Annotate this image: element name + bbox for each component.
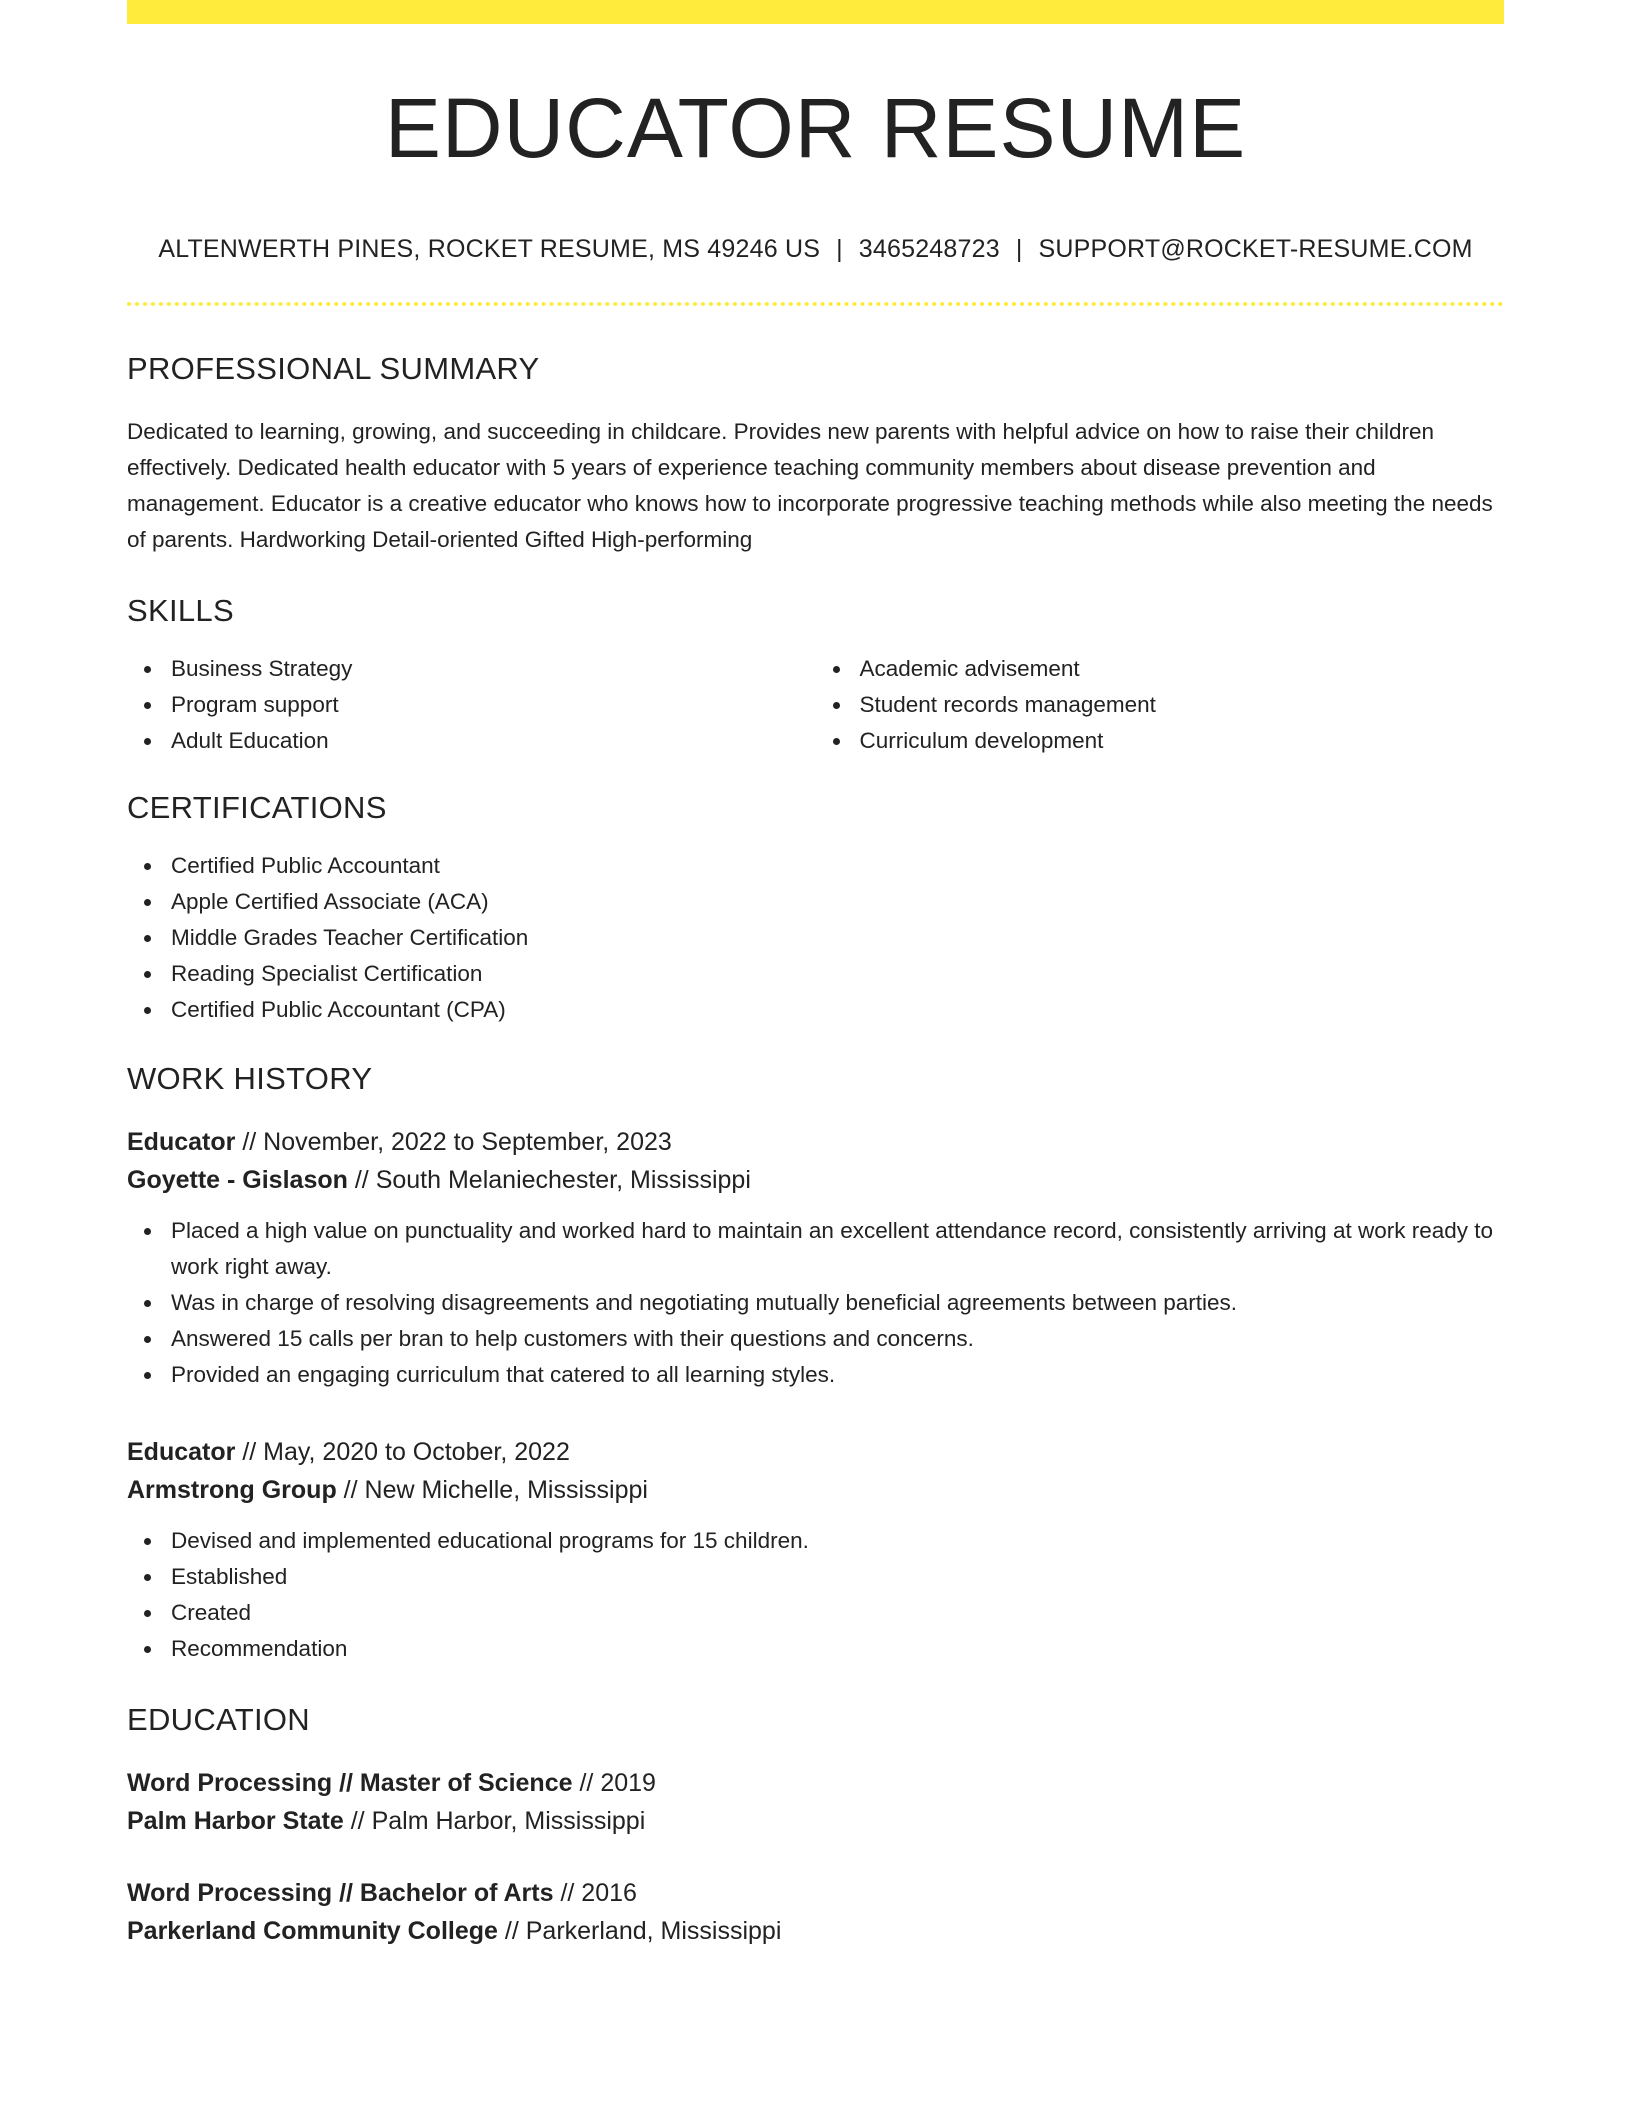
work-history-heading: WORK HISTORY — [127, 1060, 373, 1096]
contact-line — [127, 234, 1504, 264]
job-separator: // — [354, 1166, 369, 1195]
education-school: Parkerland Community College — [127, 1917, 498, 1946]
education-school-line — [127, 1912, 1504, 1950]
accent-top-bar — [127, 0, 1504, 24]
resume-page — [127, 0, 1504, 1950]
job-bullet: Created — [127, 1595, 1504, 1631]
skills-list-right — [816, 651, 1505, 759]
job-bullets — [127, 1213, 1504, 1393]
contact-address: ALTENWERTH PINES, ROCKET RESUME, MS 49246 US — [158, 235, 821, 264]
skills-list-left — [127, 651, 816, 759]
certification-item: Certified Public Accountant — [127, 848, 1504, 884]
job-entry — [127, 1433, 1504, 1667]
job-dates: November, 2022 to September, 2023 — [263, 1128, 672, 1157]
job-separator: // — [343, 1476, 358, 1505]
education-separator: // — [579, 1769, 594, 1798]
education-school: Palm Harbor State — [127, 1807, 344, 1836]
skill-item: Program support — [127, 687, 816, 723]
job-bullet: Placed a high value on punctuality and worked hard to maintain an excellent attendance record, consistently arriving at work ready to work right away. — [127, 1213, 1504, 1285]
dotted-divider — [127, 302, 1504, 306]
skill-item: Curriculum development — [816, 723, 1505, 759]
job-bullet: Answered 15 calls per bran to help customers with their questions and concerns. — [127, 1321, 1504, 1357]
job-title: Educator — [127, 1128, 236, 1157]
job-entry — [127, 1123, 1504, 1393]
education-entry — [127, 1874, 1504, 1950]
education-degree: Word Processing // Master of Science — [127, 1769, 573, 1798]
job-title-line — [127, 1123, 1504, 1161]
contact-separator: | — [836, 235, 843, 264]
job-bullet: Recommendation — [127, 1631, 1504, 1667]
resume-title: EDUCATOR RESUME — [384, 81, 1247, 175]
job-bullet: Devised and implemented educational programs for 15 children. — [127, 1523, 1504, 1559]
education-location: Parkerland, Mississippi — [525, 1917, 782, 1946]
contact-email: SUPPORT@ROCKET-RESUME.COM — [1038, 235, 1473, 264]
contact-separator: | — [1015, 235, 1023, 264]
job-title-line — [127, 1433, 1504, 1471]
certifications-heading: CERTIFICATIONS — [127, 789, 387, 825]
job-company: Armstrong Group — [127, 1476, 337, 1505]
certification-item: Reading Specialist Certification — [127, 956, 1504, 992]
education-degree: Word Processing // Bachelor of Arts — [127, 1879, 554, 1908]
job-separator: // — [242, 1438, 257, 1467]
job-company-line — [127, 1161, 1504, 1199]
certifications-list — [127, 848, 1504, 1028]
education-year: 2016 — [581, 1879, 637, 1908]
skills-heading: SKILLS — [127, 592, 234, 628]
skill-item: Adult Education — [127, 723, 816, 759]
certification-item: Apple Certified Associate (ACA) — [127, 884, 1504, 920]
job-separator: // — [242, 1128, 257, 1157]
skill-item: Business Strategy — [127, 651, 816, 687]
education-degree-line — [127, 1874, 1504, 1912]
skills-grid — [127, 651, 1504, 759]
job-company: Goyette - Gislason — [127, 1166, 348, 1195]
job-company-line — [127, 1471, 1504, 1509]
job-title: Educator — [127, 1438, 236, 1467]
skill-item: Academic advisement — [816, 651, 1505, 687]
job-bullets — [127, 1523, 1504, 1667]
job-bullet: Was in charge of resolving disagreements and negotiating mutually beneficial agreements between parties. — [127, 1285, 1504, 1321]
certification-item: Middle Grades Teacher Certification — [127, 920, 1504, 956]
skills-column-right — [816, 651, 1505, 759]
education-location: Palm Harbor, Mississippi — [371, 1807, 646, 1836]
education-degree-line — [127, 1764, 1504, 1802]
job-dates: May, 2020 to October, 2022 — [263, 1438, 570, 1467]
summary-text: Dedicated to learning, growing, and succeeding in childcare. Provides new parents with helpful advice on how to raise their children effectively. Dedicated health educator with 5 years of experience teaching community members about disease prevention and management. Educator is a creative educator who knows how to incorporate progressive teaching methods while also meeting the needs of parents. Hardworking Detail-oriented Gifted High-performing — [127, 418, 1493, 552]
job-location: South Melaniechester, Mississippi — [375, 1166, 751, 1195]
job-bullet: Established — [127, 1559, 1504, 1595]
education-entry — [127, 1764, 1504, 1840]
education-separator: // — [504, 1917, 519, 1946]
job-bullet: Provided an engaging curriculum that catered to all learning styles. — [127, 1357, 1504, 1393]
certification-item: Certified Public Accountant (CPA) — [127, 992, 1504, 1028]
contact-phone: 3465248723 — [858, 235, 1000, 264]
summary-heading: PROFESSIONAL SUMMARY — [127, 351, 540, 387]
education-year: 2019 — [600, 1769, 656, 1798]
job-location: New Michelle, Mississippi — [364, 1476, 648, 1505]
education-separator: // — [560, 1879, 575, 1908]
education-heading: EDUCATION — [127, 1702, 310, 1738]
education-separator: // — [350, 1807, 365, 1836]
skill-item: Student records management — [816, 687, 1505, 723]
skills-column-left — [127, 651, 816, 759]
education-school-line — [127, 1802, 1504, 1840]
